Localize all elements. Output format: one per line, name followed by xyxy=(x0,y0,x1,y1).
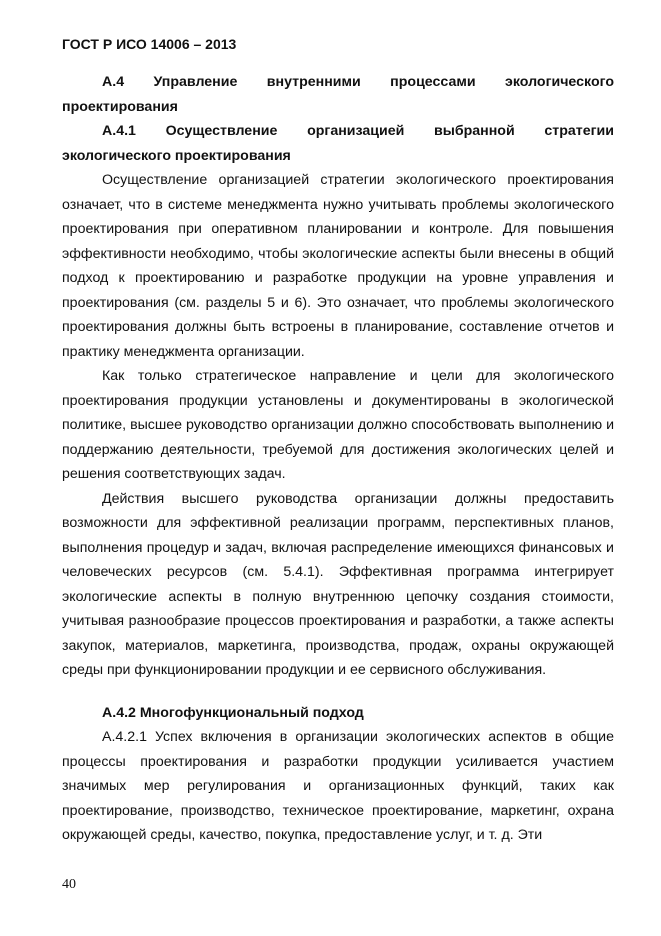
paragraph: Как только стратегическое направление и цели для экологического проектирования продукции установлены и документированы в экологической политике, высшее руководство организации должно способствовать выполнению и поддержанию деятельности, требуемой для достижения экологических целей и решения соответствующих задач. xyxy=(62,368,614,482)
paragraph: Действия высшего руководства организации должны предоставить возможности для эффективной реализации программ, перспективных планов, выполнения процедур и задач, включая распределение имеющихся финансовых и человеческих ресурсов (см. 5.4.1). Эффективная программа интегрирует экологические аспекты в полную внутреннюю цепочку создания стоимости, учитывая разнообразие процессов проектирования и разработки, а также аспекты закупок, материалов, маркетинга, производства, продаж, охраны окружающей среды при функционировании продукции и ее сервисного обслуживания. xyxy=(62,490,614,678)
document-header: ГОСТ Р ИСО 14006 – 2013 xyxy=(62,36,237,52)
paragraph: А.4.2.1 Успех включения в организации экологических аспектов в общие процессы проектирования и разработки продукции усиливается участием значимых мер регулирования и организационных функций, таких как проектирование, производство, техническое проектирование, маркетинг, охрана окружающей среды, качество, покупка, предоставление услуг, и т. д. Эти xyxy=(62,729,614,843)
paragraph: Осуществление организацией стратегии экологического проектирования означает, что в системе менеджмента нужно учитывать проблемы экологического проектирования при оперативном планировании и контроле. Для повышения эффективности необходимо, чтобы экологические аспекты были внесены в общий подход к проектированию и разработке продукции на уровне управления и проектирования (см. разделы 5 и 6). Это означает, что проблемы экологического проектирования должны быть встроены в планирование, составление отчетов и практику менеджмента организации. xyxy=(62,172,614,360)
heading-a4-1: А.4.1 Осуществление организацией выбранной стратегии экологического проектирования xyxy=(62,123,614,164)
heading-a4: А.4 Управление внутренними процессами экологического проектирования xyxy=(62,74,614,115)
heading-a4-2: А.4.2 Многофункциональный подход xyxy=(102,704,364,721)
page-number: 40 xyxy=(62,877,76,892)
document-page xyxy=(62,36,614,848)
